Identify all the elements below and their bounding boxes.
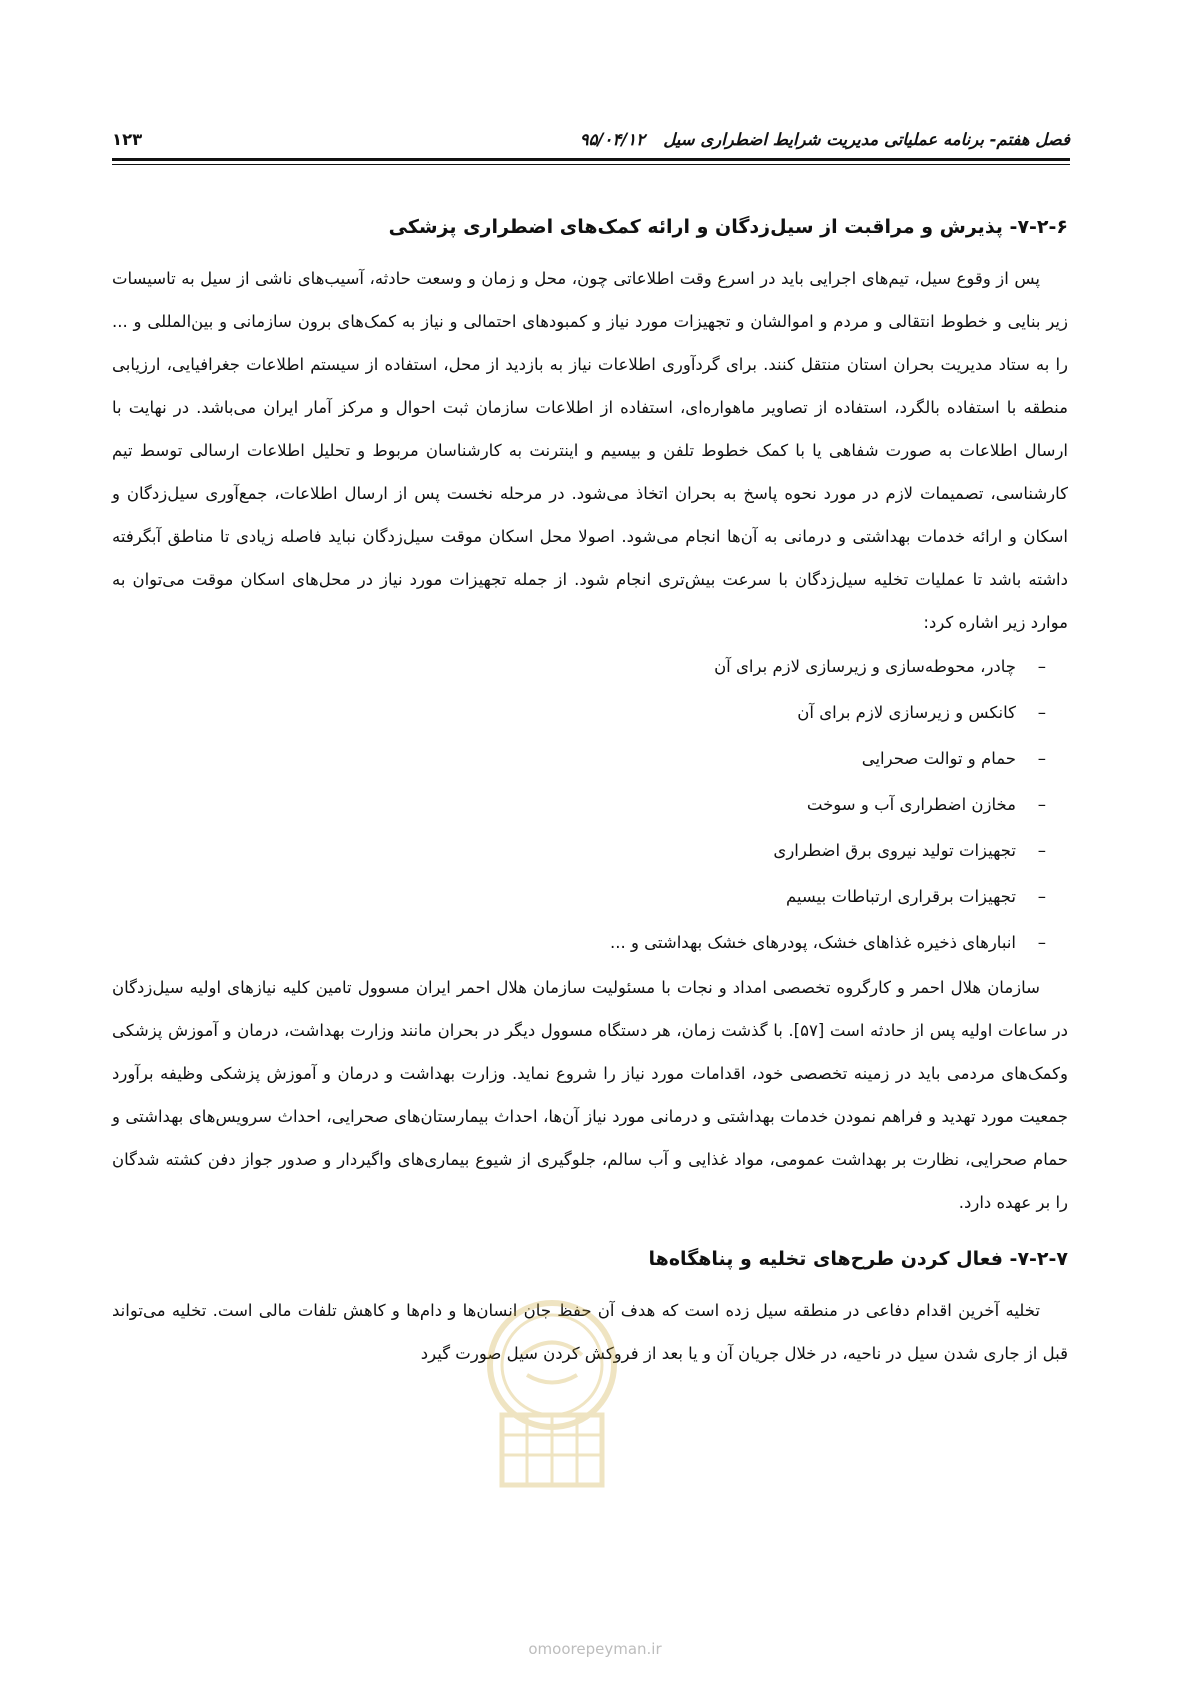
list-item-text: انبارهای ذخیره غذاهای خشک، پودرهای خشک بهداشتی و ... — [609, 933, 1016, 952]
list-item-text: تجهیزات تولید نیروی برق اضطراری — [773, 841, 1016, 860]
page-number: ۱۲۳ — [112, 130, 143, 149]
list-item — [112, 920, 1046, 966]
list-item-text: مخازن اضطراری آب و سوخت — [806, 795, 1016, 814]
list-item — [112, 874, 1046, 920]
page-body — [112, 206, 1068, 1375]
section-heading: ۷-۲-۷- فعال کردن طرح‌های تخلیه و پناهگاه‌ها — [648, 1248, 1068, 1270]
header-date: ۹۵/۰۴/۱۲ — [579, 130, 645, 149]
dash-bullet: – — [1037, 841, 1046, 860]
dash-bullet: – — [1037, 795, 1046, 814]
header-rule-thin — [112, 164, 1070, 165]
header-rule-thick — [112, 158, 1070, 161]
body-paragraph: تخلیه آخرین اقدام دفاعی در منطقه سیل زده است که هدف آن حفظ جان انسان‌ها و دام‌ها و کاهش تلفات مالی است. تخلیه می‌تواند قبل از جاری شدن سیل در ناحیه، در خلال جریان آن و یا بعد از فروکش کردن سیل صورت گیرد — [112, 1301, 1068, 1363]
section-heading: ۷-۲-۶- پذیرش و مراقبت از سیل‌زدگان و ارائه کمک‌های اضطراری پزشکی — [388, 216, 1068, 238]
body-paragraph: پس از وقوع سیل، تیم‌های اجرایی باید در اسرع وقت اطلاعاتی چون، محل و زمان و وسعت حادثه، آسیب‌های ناشی از سیل به تاسیسات زیر بنایی و خطوط انتقالی و مردم و اموالشان و تجهیزات مورد نیاز و کمبودهای احتمالی و نیاز به کمک‌های برون سازمانی و بین‌المللی و ... را به ستاد مدیریت بحران استان منتقل کنند. برای گردآوری اطلاعات نیاز به بازدید از محل، استفاده از سیستم اطلاعات جغرافیایی، ارزیابی منطقه با استفاده بالگرد، استفاده از تصاویر ماهواره‌ای، استفاده از اطلاعات سازمان ثبت احوال و مرکز آمار ایران می‌باشد. در نهایت با ارسال اطلاعات به صورت شفاهی یا با کمک خطوط تلفن و بیسیم و اینترنت به کارشناسان مربوط و تحلیل اطلاعات ارسالی توسط تیم کارشناسی، تصمیمات لازم در مورد نحوه پاسخ به بحران اتخاذ می‌شود. در مرحله نخست پس از ارسال اطلاعات، جمع‌آوری سیل‌زدگان و اسکان و ارائه خدمات بهداشتی و درمانی به آن‌ها انجام می‌شود. اصولا محل اسکان موقت سیل‌زدگان نباید فاصله زیادی تا مناطق آبگرفته داشته باشد تا عملیات تخلیه سیل‌زدگان با سرعت بیش‌تری انجام شود. از جمله تجهیزات مورد نیاز در محل‌های اسکان موقت می‌توان به موارد زیر اشاره کرد: — [112, 269, 1068, 632]
dash-bullet: – — [1037, 887, 1046, 906]
list-item-text: تجهیزات برقراری ارتباطات بیسیم — [785, 887, 1016, 906]
dash-bullet: – — [1037, 703, 1046, 722]
list-item — [112, 690, 1046, 736]
list-item-text: چادر، محوطه‌سازی و زیرسازی لازم برای آن — [714, 657, 1016, 676]
list-item-text: کانکس و زیرسازی لازم برای آن — [797, 703, 1016, 722]
dash-bullet: – — [1037, 749, 1046, 768]
list-item — [112, 644, 1046, 690]
chapter-title: فصل هفتم- برنامه عملیاتی مدیریت شرایط اضطراری سیل — [663, 130, 1070, 149]
list-item — [112, 782, 1046, 828]
running-header — [112, 126, 1070, 156]
equipment-list — [112, 644, 1068, 966]
watermark-site-text: omoorepeyman.ir — [528, 1640, 662, 1658]
body-paragraph: سازمان هلال احمر و کارگروه تخصصی امداد و نجات با مسئولیت سازمان هلال احمر ایران مسوول تامین کلیه نیازهای اولیه سیل‌زدگان در ساعات اولیه پس از حادثه است [۵۷]. با گذشت زمان، هر دستگاه مسوول دیگر در بحران مانند وزارت بهداشت، درمان و آموزش پزشکی وکمک‌های مردمی باید در زمینه تخصصی خود، اقدامات مورد نیاز را شروع نماید. وزارت بهداشت و درمان و آموزش پزشکی وظیفه برآورد جمعیت مورد تهدید و فراهم نمودن خدمات بهداشتی و درمانی مورد نیاز آن‌ها، احداث بیمارستان‌های صحرایی، احداث سرویس‌های بهداشتی و حمام صحرایی، نظارت بر بهداشت عمومی، مواد غذایی و آب سالم، جلوگیری از شیوع بیماری‌های واگیردار و صدور جواز دفن کشته شدگان را بر عهده دارد. — [112, 978, 1069, 1212]
dash-bullet: – — [1037, 657, 1046, 676]
dash-bullet: – — [1037, 933, 1046, 952]
list-item — [112, 828, 1046, 874]
list-item — [112, 736, 1046, 782]
list-item-text: حمام و توالت صحرایی — [861, 749, 1016, 768]
